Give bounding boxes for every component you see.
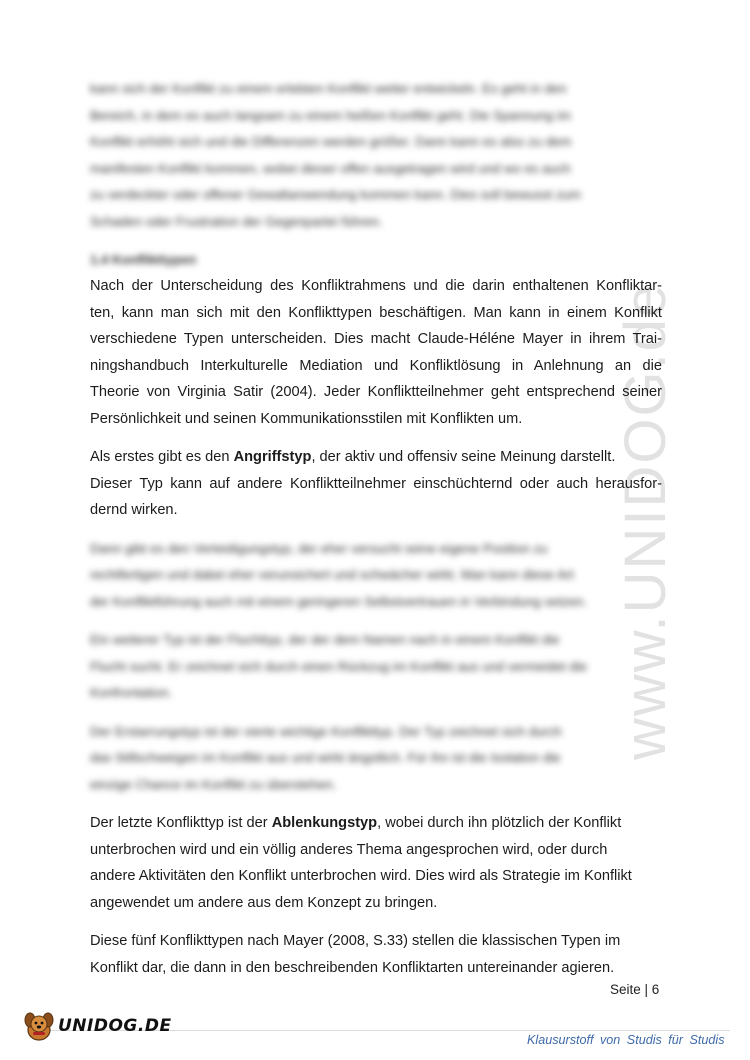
blurred-intro-paragraph [90, 76, 662, 235]
text-line: Der Erstarrungstyp ist der vierte wichtige Konflikttyp. Der Typ zeichnet sich durch [90, 723, 562, 739]
text-line: Theorie von Virginia Satir (2004). Jeder Konfliktteilnehmer geht entsprechend seiner [90, 384, 662, 400]
text-line: ningshandbuch Interkulturelle Mediation und Konfliktlösung in Anlehnung an die [90, 357, 662, 374]
text-line: Konflikt dar, die dann in den beschreibenden Konfliktarten untereinander agieren. [90, 959, 615, 976]
text-suffix: , wobei durch ihn plötzlich der Konflikt [377, 815, 622, 831]
page-number: Seite | 6 [610, 982, 660, 997]
text-line [90, 444, 662, 471]
blurred-paragraph-fluchttyp [90, 627, 662, 707]
paragraph-angriffstyp [90, 444, 662, 524]
text-line: Diese fünf Konflikttypen nach Mayer (2008, S.33) stellen die klassischen Typen im [90, 933, 621, 949]
unidog-logo [22, 1010, 172, 1042]
text-line: rechtfertigen und dabei eher verunsichert und schwächer wirkt. Man kann diese Art [90, 567, 574, 582]
footer-slogan: Klausurstoff von Studis für Studis [527, 1033, 725, 1047]
text-line: Dann gibt es den Verteidigungstyp, der eher versucht seine eigene Position zu [90, 540, 548, 556]
blurred-paragraph-erstarrungstyp [90, 719, 662, 799]
text-line: einzige Chance im Konflikt zu überstehen. [90, 776, 337, 792]
text-line: verschiedene Typen unterscheiden. Dies macht Claude-Héléne Mayer in ihrem Trai- [90, 331, 662, 347]
term-angriffstyp: Angriffstyp [233, 449, 312, 465]
text-suffix: , der aktiv und offensiv seine Meinung darstellt. [311, 449, 616, 465]
paragraph-summary [90, 928, 662, 981]
text-line: Persönlichkeit und seinen Kommunikationsstilen mit Konflikten um. [90, 410, 523, 427]
text-line: dernd wirken. [90, 502, 178, 518]
text-line: Nach der Unterscheidung des Konfliktrahmens und die darin enthaltenen Konfliktar- [90, 278, 662, 294]
text-line: Flucht sucht. Er zeichnet sich durch einen Rückzug im Konflikt aus und vermeidet die [90, 658, 587, 674]
text-prefix: Als erstes gibt es den [90, 449, 234, 465]
text-line: Konfrontation. [90, 685, 173, 700]
text-line: Dieser Typ kann auf andere Konfliktteilnehmer einschüchternd oder auch herausfor- [90, 475, 662, 492]
paragraph-konflikttypen-intro [90, 273, 662, 432]
text-line: unterbrochen wird und ein völlig anderes Thema angesprochen wird, oder durch [90, 841, 608, 858]
text-line: zu verdeckter oder offener Gewaltanwendung kommen kann. Dies soll bewusst zum [90, 187, 581, 202]
watermark: www.UNIDOG.de [613, 282, 678, 760]
text-line: kann sich der Konflikt zu einem erlebten Konflikt weiter entwickeln. Es geht in den [90, 81, 567, 96]
term-ablenkungstyp: Ablenkungstyp [271, 815, 378, 831]
text-line: Konflikt erhöht sich und die Differenzen werden größer. Dann kann es also zu dem [90, 134, 572, 149]
text-line [90, 810, 662, 837]
text-line: das Stillschweigen im Konflikt aus und wirkt ängstlich. Für ihn ist die Isolation die [90, 750, 561, 765]
text-line: andere Aktivitäten den Konflikt unterbrochen wird. Dies wird als Strategie im Konflikt [90, 868, 632, 884]
page-content [90, 76, 662, 993]
section-heading: 1.4 Konflikttypen [90, 252, 197, 267]
logo-text: UNIDOG.DE [58, 1016, 172, 1036]
text-line: Ein weiterer Typ ist der Fluchttyp, der der dem Namen nach in einem Konflikt die [90, 632, 560, 647]
text-line: der Konfliktführung auch mit einem geringeren Selbstvertrauen in Verbindung setzen. [90, 593, 588, 609]
blurred-paragraph-verteidigungstyp [90, 536, 662, 616]
text-line: manifesten Konflikt kommen, wobei dieser offen ausgetragen wird und wo es auch [90, 160, 571, 176]
text-line: ten, kann man sich mit den Konflikttypen beschäftigen. Man kann in einem Konflikt [90, 304, 662, 321]
text-prefix: Der letzte Konflikttyp ist der [90, 815, 272, 831]
dog-icon [22, 1010, 56, 1042]
text-line: Schaden oder Frustration der Gegenpartei führen. [90, 213, 383, 229]
paragraph-ablenkungstyp [90, 810, 662, 916]
text-line: angewendet um andere aus dem Konzept zu bringen. [90, 894, 438, 911]
text-line: Bereich, in dem es auch langsam zu einem heißen Konflikt geht. Die Spannung im [90, 107, 571, 123]
